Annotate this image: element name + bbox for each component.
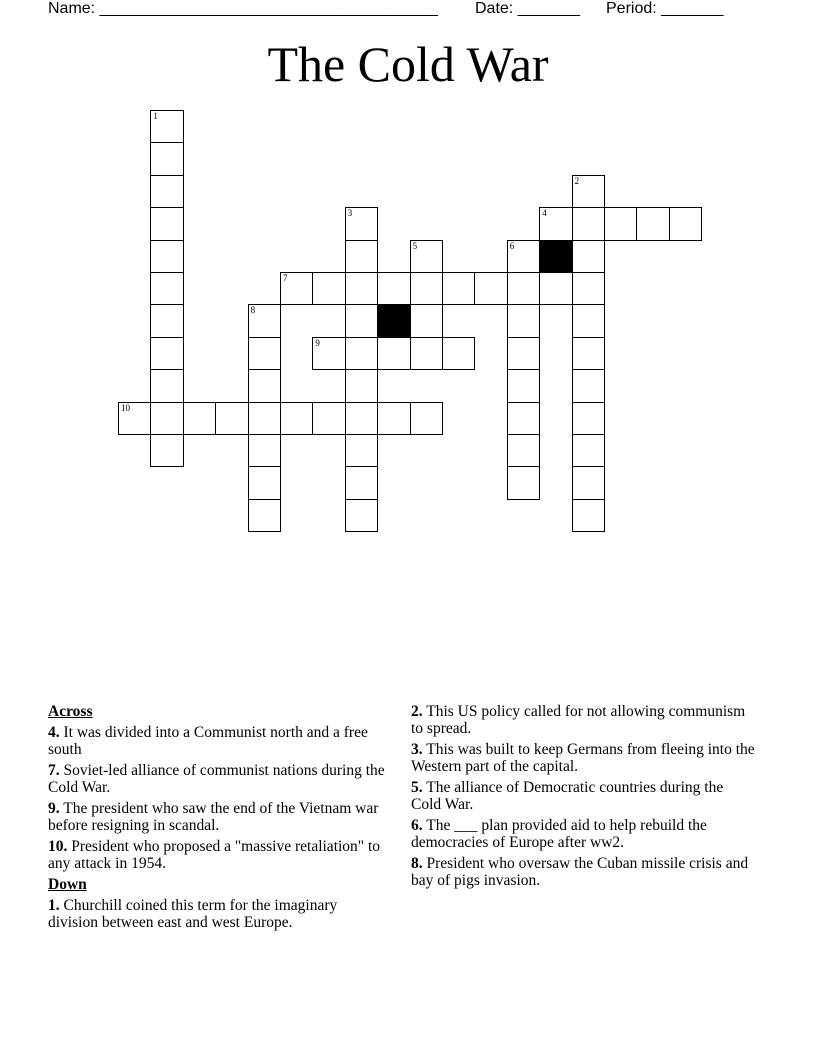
crossword-cell[interactable] bbox=[507, 337, 540, 370]
crossword-cell[interactable] bbox=[345, 434, 378, 467]
crossword-cell[interactable] bbox=[150, 272, 183, 305]
crossword-cell[interactable] bbox=[507, 369, 540, 402]
clue-text: The alliance of Democratic countries during the Cold War. bbox=[411, 779, 724, 813]
clue-number-label: 8 bbox=[250, 305, 256, 316]
crossword-cell[interactable] bbox=[150, 337, 183, 370]
crossword-cell[interactable] bbox=[345, 499, 378, 532]
clue-number-label: 7 bbox=[283, 273, 288, 283]
clue-number: 9. bbox=[48, 800, 60, 817]
crossword-cell[interactable] bbox=[474, 272, 507, 305]
clue-text: The ___ plan provided aid to help rebuild the democracies of Europe after ww2. bbox=[411, 817, 707, 851]
clue-number-label: 4 bbox=[542, 208, 547, 219]
clue-text: Soviet-led alliance of communist nations during the Cold War. bbox=[48, 762, 385, 796]
crossword-cell[interactable] bbox=[215, 402, 248, 435]
crossword-cell[interactable] bbox=[248, 402, 281, 435]
clue-number: 1. bbox=[48, 897, 60, 914]
crossword-cell[interactable] bbox=[345, 402, 378, 435]
clue-down-8 bbox=[411, 855, 756, 889]
crossword-cell[interactable] bbox=[345, 466, 378, 499]
clue-number: 2. bbox=[411, 703, 423, 720]
crossword-cell[interactable] bbox=[345, 272, 378, 305]
crossword-cell[interactable] bbox=[572, 499, 605, 532]
clue-text: Churchill coined this term for the imaginary division between east and west Europe. bbox=[48, 897, 338, 931]
clue-number-label: 1 bbox=[153, 111, 158, 121]
clue-number: 4. bbox=[48, 724, 60, 741]
crossword-cell[interactable] bbox=[312, 337, 345, 370]
clue-number-label: 9 bbox=[315, 337, 320, 348]
clue-number: 8. bbox=[411, 855, 423, 872]
crossword-cell[interactable] bbox=[507, 434, 540, 467]
crossword-cell[interactable] bbox=[248, 337, 281, 370]
crossword-cell[interactable] bbox=[572, 175, 605, 208]
crossword-cell[interactable] bbox=[410, 337, 443, 370]
crossword-cell[interactable] bbox=[150, 434, 183, 467]
across-heading: Across bbox=[48, 703, 93, 720]
crossword-cell[interactable] bbox=[150, 207, 183, 240]
crossword-cell[interactable] bbox=[410, 304, 443, 337]
crossword-cell[interactable] bbox=[604, 207, 637, 240]
crossword-cell[interactable] bbox=[507, 466, 540, 499]
clue-across-4 bbox=[48, 724, 388, 758]
crossword-cell[interactable] bbox=[118, 402, 151, 435]
crossword-cell[interactable] bbox=[150, 175, 183, 208]
crossword-cell[interactable] bbox=[248, 499, 281, 532]
date-field-label[interactable]: Date: _______ bbox=[475, 0, 580, 17]
clue-text: The president who saw the end of the Vietnam war before resigning in scandal. bbox=[48, 800, 379, 834]
clue-down-2 bbox=[411, 703, 756, 737]
clue-number-label: 6 bbox=[509, 240, 515, 251]
crossword-cell[interactable] bbox=[539, 272, 572, 305]
crossword-cell[interactable] bbox=[377, 272, 410, 305]
name-field-label[interactable]: Name: ______________________________________ bbox=[48, 0, 438, 17]
clue-number-label: 2 bbox=[574, 175, 580, 186]
clue-text: This US policy called for not allowing communism to spread. bbox=[411, 703, 746, 737]
crossword-cell[interactable] bbox=[539, 207, 572, 240]
crossword-cell[interactable] bbox=[410, 272, 443, 305]
crossword-block-cell bbox=[377, 304, 410, 337]
clue-number-label: 10 bbox=[121, 402, 130, 413]
crossword-cell[interactable] bbox=[410, 240, 443, 273]
crossword-cell[interactable] bbox=[410, 402, 443, 435]
clues-right-column bbox=[411, 703, 756, 893]
crossword-cell[interactable] bbox=[572, 207, 605, 240]
clues-left-column bbox=[48, 703, 388, 935]
clue-down-1 bbox=[48, 897, 388, 931]
clue-across-10 bbox=[48, 838, 388, 872]
clue-number-label: 5 bbox=[412, 240, 418, 251]
crossword-cell[interactable] bbox=[572, 272, 605, 305]
crossword-block-cell bbox=[539, 240, 572, 273]
clue-number: 3. bbox=[411, 741, 423, 758]
crossword-cell[interactable] bbox=[248, 466, 281, 499]
crossword-cell[interactable] bbox=[150, 402, 183, 435]
crossword-cell[interactable] bbox=[636, 207, 669, 240]
crossword-cell[interactable] bbox=[150, 110, 183, 143]
clue-text: This was built to keep Germans from fleeing into the Western part of the capital. bbox=[411, 741, 755, 775]
crossword-cell[interactable] bbox=[442, 337, 475, 370]
crossword-cell[interactable] bbox=[248, 304, 281, 337]
crossword-cell[interactable] bbox=[669, 207, 702, 240]
crossword-cell[interactable] bbox=[345, 207, 378, 240]
crossword-cell[interactable] bbox=[150, 142, 183, 175]
clue-across-7 bbox=[48, 762, 388, 796]
crossword-cell[interactable] bbox=[183, 402, 216, 435]
crossword-cell[interactable] bbox=[345, 337, 378, 370]
crossword-cell[interactable] bbox=[248, 369, 281, 402]
crossword-cell[interactable] bbox=[280, 402, 313, 435]
crossword-cell[interactable] bbox=[280, 272, 313, 305]
crossword-cell[interactable] bbox=[572, 369, 605, 402]
crossword-cell[interactable] bbox=[572, 337, 605, 370]
crossword-cell[interactable] bbox=[150, 240, 183, 273]
clue-number: 7. bbox=[48, 762, 60, 779]
crossword-cell[interactable] bbox=[345, 369, 378, 402]
crossword-cell[interactable] bbox=[248, 434, 281, 467]
crossword-cell[interactable] bbox=[345, 240, 378, 273]
clue-down-5 bbox=[411, 779, 756, 813]
crossword-cell[interactable] bbox=[572, 434, 605, 467]
clue-text: President who oversaw the Cuban missile crisis and bay of pigs invasion. bbox=[411, 855, 749, 889]
crossword-cell[interactable] bbox=[572, 240, 605, 273]
crossword-cell[interactable] bbox=[312, 402, 345, 435]
crossword-cell[interactable] bbox=[377, 402, 410, 435]
crossword-cell[interactable] bbox=[507, 304, 540, 337]
clue-text: It was divided into a Communist north and a free south bbox=[48, 724, 368, 758]
crossword-cell[interactable] bbox=[572, 304, 605, 337]
clue-down-3 bbox=[411, 741, 756, 775]
clue-across-9 bbox=[48, 800, 388, 834]
crossword-cell[interactable] bbox=[572, 466, 605, 499]
down-heading: Down bbox=[48, 876, 87, 893]
crossword-cell[interactable] bbox=[507, 402, 540, 435]
crossword-cell[interactable] bbox=[507, 272, 540, 305]
crossword-cell[interactable] bbox=[312, 272, 345, 305]
crossword-cell[interactable] bbox=[377, 337, 410, 370]
crossword-cell[interactable] bbox=[150, 369, 183, 402]
clue-number: 10. bbox=[48, 838, 68, 855]
page-title: The Cold War bbox=[267, 36, 549, 92]
clue-text: President who proposed a "massive retaliation" to any attack in 1954. bbox=[48, 838, 381, 872]
crossword-cell[interactable] bbox=[345, 304, 378, 337]
crossword-cell[interactable] bbox=[572, 402, 605, 435]
crossword-cell[interactable] bbox=[507, 240, 540, 273]
clue-number: 5. bbox=[411, 779, 423, 796]
crossword-cell[interactable] bbox=[150, 304, 183, 337]
crossword-cell[interactable] bbox=[442, 272, 475, 305]
period-field-label[interactable]: Period: _______ bbox=[606, 0, 724, 17]
clue-down-6 bbox=[411, 817, 756, 851]
clue-number: 6. bbox=[411, 817, 423, 834]
clue-number-label: 3 bbox=[347, 208, 353, 219]
